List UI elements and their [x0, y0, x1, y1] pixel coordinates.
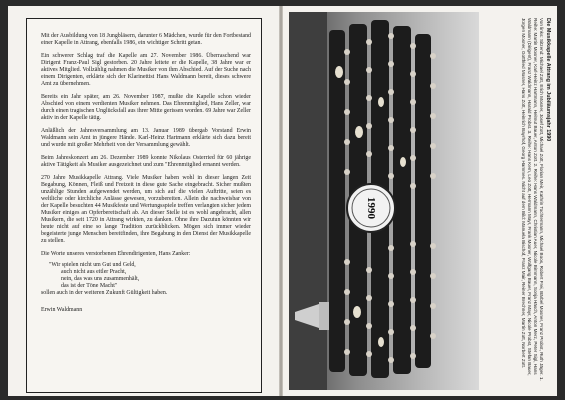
booklet-spread	[8, 6, 557, 396]
poem-line: nein, das was uns zusammenhält,	[61, 276, 140, 282]
paragraph: Anläßlich der Jahresversammlung am 13. Januar 1989 übergab Vorstand Erwin Waldmann sein Amt in jüngere Hände. Karl-Heinz Hartmann erklärte sich dazu bereit und wurde mit großer Mehrheit von der Versammlung gewählt.	[41, 128, 251, 148]
paragraph: Beim Jahreskonzert am 26. Dezember 1989 konnte Nikolaus Osterried für 60 jährige aktive Tätigkeit als Musiker ausgezeichnet und zum "Ehrenmitglied ernannt werden.	[41, 155, 251, 168]
band-photo-image	[289, 12, 479, 390]
paragraph: Mit der Ausbildung von 18 Jungbläsern, darunter 6 Mädchen, wurde für den Fortbestand einer Kapelle in Attrang, ebenfalls 1986, ein wichtiger Schritt getan.	[41, 33, 251, 46]
paragraph: Bereits ein Jahr später, am 26. November 1987, mußte die Kapelle schon wieder Abschied von einem verdienten Musiker nehmen. Das Ehrenmitglied, Hans Zeller, war durch einen tragischen Unglücksfall aus ihrer Mitte gerissen worden. 69 Jahre war Zeller aktiv in der Kapelle tätig.	[41, 94, 251, 121]
caption-text: Von links: Sitzend: Michael Zott, Erich Mosner, Josef Zott, Michael Zott, Florian Meir, Kathrin Tochtermann, Michael Boos, Robert Frei, Bärbel Mosner, Franz Probst, Ruth Jäger. 1. Reihe: Martin Mosner, Karl-Heinz Hartmann, Helmut Bauer, Anton Zott. 2. Reihe: Hans Waldmann, Christian Auer, Nicole Birnmann, Sonja Häsch, Anton Merz, Peter Sigl, Hans Waldmann (Dirigent), Franz Waldmann, Harald Probst. 3. Reihe: Hans Kern, Leo Zott, Hermann Mayr, Frank Mosner, Wolfgang Bauer, Franz Mayr, Nicole Probst, Stefan Bauer, Jürgen Mosner, Gottfried Mosner, Hans Zott, Heinrich Bayrhof, Georg Hammes. Nicht auf dem Bild: Manuela Bischof, Franz Mair, Reiner Brechner, Martin Zott, Norbert Zott.	[521, 18, 544, 381]
signature: Erwin Waldmann	[41, 307, 83, 313]
quote-poem	[41, 262, 251, 297]
text-frame	[26, 18, 262, 393]
poem-line: "Wir spielen nicht um Gut und Geld,	[49, 262, 136, 268]
poem-line: auch nicht aus eitler Pracht,	[61, 269, 127, 275]
caption-title: Die Musikkapelle Attrang im Jubiläumsjahr 1990	[545, 18, 551, 142]
poem-line: das ist der Töne Macht"	[61, 283, 118, 289]
photo-caption-area	[483, 12, 553, 390]
photo-caption	[483, 12, 553, 390]
left-page	[8, 6, 279, 396]
paragraph: Ein schwerer Schlag traf die Kapelle am 27. November 1986. Überraschend war Dirigent Franz-Paul Sigl gestorben. 20 Jahre leitete er die Kapelle, 38 Jahre war er aktives Mitglied. Vollzählig nahmen die Musiker von ihm Abschied. Auf der Suche nach einem Dirigenten, erklärte sich der Klarinettist Hans Waldmann bereit, dieses schwere Amt zu übernehmen.	[41, 53, 251, 87]
paragraph: 270 Jahre Musikkapelle Attrang. Viele Musiker haben wohl in dieser langen Zeit Begabung, Können, Fleiß und Freizeit in diese gute Sache eingebracht. Sicher mußten unzählige Stunden aufgewendet werden, um sich auf die vielen Auftritte, seien es weltliche oder kirchliche Anlässe gewesen, vorzubereiten. Allein die nachweisbar von der Kapelle besuchten 44 Musikfeste und Wertungsspiele treffen verlangten sicher jedem Musiker einiges an Opferbereitschaft ab. An dieser Stelle ist es wohl angebracht, allen Musikern, die seit 1720 in Attrang wirkten, zu danken. Ohne ihre Dazutun könnten wir heute nicht auf eine so lange Tradition zurückblicken. Mögen sich immer wieder begeisterte junge Menschen bereitfinden, ihre Begabung in den Dienst der Musikkapelle zu stellen.	[41, 175, 251, 244]
drum-label: 1990	[365, 197, 377, 219]
band-group-photo	[289, 12, 479, 390]
right-page	[283, 6, 557, 396]
paragraph: Die Worte unseres verstorbenen Ehrendirigenten, Hans Zanker:	[41, 251, 191, 257]
poem-line: sollen auch in der weiteren Zukunft Gültigkeit haben.	[41, 290, 168, 296]
